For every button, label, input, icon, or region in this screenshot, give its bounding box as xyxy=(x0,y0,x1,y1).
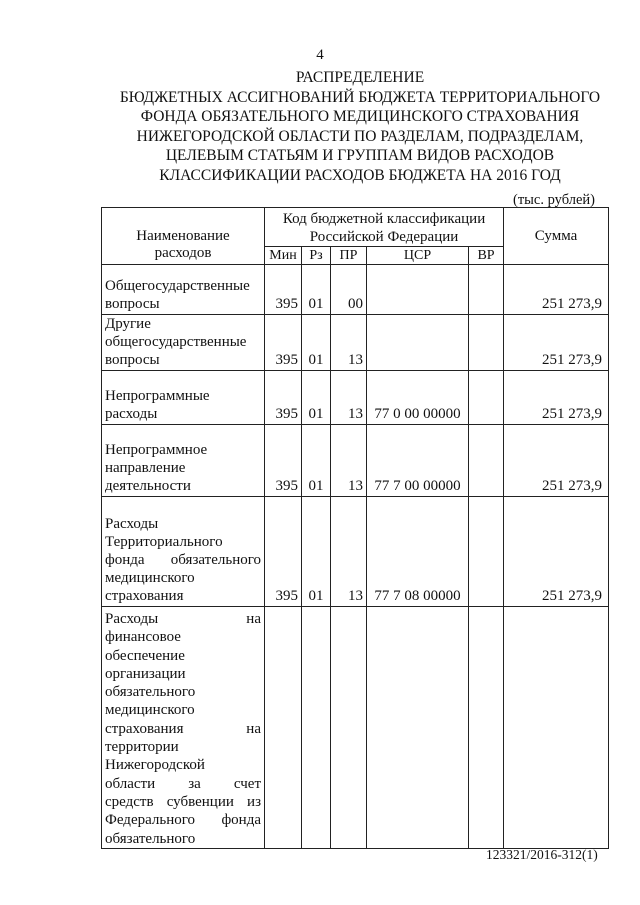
row-csr: 77 0 00 00000 xyxy=(367,371,469,425)
title-line: ЦЕЛЕВЫМ СТАТЬЯМ И ГРУППАМ ВИДОВ РАСХОДОВ xyxy=(165,147,555,164)
document-number: 123321/2016-312(1) xyxy=(486,847,598,862)
row-name: Расходы на финансовое обеспечение организации обязательного медицинского страхования на территории Нижегородской области за счет средств субвенции из Федерального фонда обязательного xyxy=(102,607,265,849)
row-name: Общегосударственные вопросы xyxy=(102,265,265,315)
row-rz: 01 xyxy=(302,425,331,497)
header-csr: ЦСР xyxy=(367,247,469,265)
row-rz: 01 xyxy=(302,371,331,425)
budget-table xyxy=(101,207,609,849)
header-rz: Рз xyxy=(302,247,331,265)
row-pr: 13 xyxy=(331,497,367,607)
header-code-group: Код бюджетной классификации Российской Федерации xyxy=(265,208,504,247)
row-sum: 251 273,9 xyxy=(504,497,609,607)
units-label: (тыс. рублей) xyxy=(513,192,595,208)
row-sum: 251 273,9 xyxy=(504,425,609,497)
table-row xyxy=(102,425,609,497)
table-row xyxy=(102,265,609,315)
page-number: 4 xyxy=(316,47,324,63)
title-line: ФОНДА ОБЯЗАТЕЛЬНОГО МЕДИЦИНСКОГО СТРАХОВАНИЯ xyxy=(140,108,580,125)
row-vr xyxy=(469,497,504,607)
row-rz: 01 xyxy=(302,315,331,371)
row-vr xyxy=(469,425,504,497)
row-pr: 13 xyxy=(331,315,367,371)
table-row xyxy=(102,607,609,849)
row-rz xyxy=(302,607,331,849)
table-row xyxy=(102,371,609,425)
row-name: Расходы Территориального фонда обязательного медицинского страхования xyxy=(102,497,265,607)
title-line: БЮДЖЕТНЫХ АССИГНОВАНИЙ БЮДЖЕТА ТЕРРИТОРИАЛЬНОГО xyxy=(119,88,601,106)
row-min: 395 xyxy=(265,371,302,425)
header-pr: ПР xyxy=(331,247,367,265)
row-min: 395 xyxy=(265,497,302,607)
table-row xyxy=(102,315,609,371)
row-pr: 13 xyxy=(331,371,367,425)
row-min: 395 xyxy=(265,315,302,371)
title-line: КЛАССИФИКАЦИИ РАСХОДОВ БЮДЖЕТА НА 2016 ГОД xyxy=(159,166,561,184)
row-csr: 77 7 08 00000 xyxy=(367,497,469,607)
row-pr: 13 xyxy=(331,425,367,497)
row-min xyxy=(265,607,302,849)
row-pr: 00 xyxy=(331,265,367,315)
row-vr xyxy=(469,315,504,371)
row-csr xyxy=(367,265,469,315)
row-min: 395 xyxy=(265,425,302,497)
row-name: Непрограммные расходы xyxy=(102,371,265,425)
row-pr xyxy=(331,607,367,849)
row-vr xyxy=(469,607,504,849)
header-vr: ВР xyxy=(469,247,504,265)
table-header-row xyxy=(102,208,609,247)
header-name: Наименование расходов xyxy=(102,208,265,265)
row-csr: 77 7 00 00000 xyxy=(367,425,469,497)
row-csr xyxy=(367,607,469,849)
row-sum: 251 273,9 xyxy=(504,315,609,371)
row-rz: 01 xyxy=(302,265,331,315)
header-min: Мин xyxy=(265,247,302,265)
row-vr xyxy=(469,371,504,425)
header-sum: Сумма xyxy=(504,208,609,265)
row-rz: 01 xyxy=(302,497,331,607)
title-line: РАСПРЕДЕЛЕНИЕ xyxy=(295,69,425,86)
row-name: Другие общегосударственные вопросы xyxy=(102,315,265,371)
title-line: НИЖЕГОРОДСКОЙ ОБЛАСТИ ПО РАЗДЕЛАМ, ПОДРАЗДЕЛАМ, xyxy=(136,127,584,145)
row-csr xyxy=(367,315,469,371)
row-min: 395 xyxy=(265,265,302,315)
row-name: Непрограммное направление деятельности xyxy=(102,425,265,497)
row-sum: 251 273,9 xyxy=(504,265,609,315)
row-sum xyxy=(504,607,609,849)
document-title xyxy=(80,68,640,185)
table-row xyxy=(102,497,609,607)
row-sum: 251 273,9 xyxy=(504,371,609,425)
row-vr xyxy=(469,265,504,315)
